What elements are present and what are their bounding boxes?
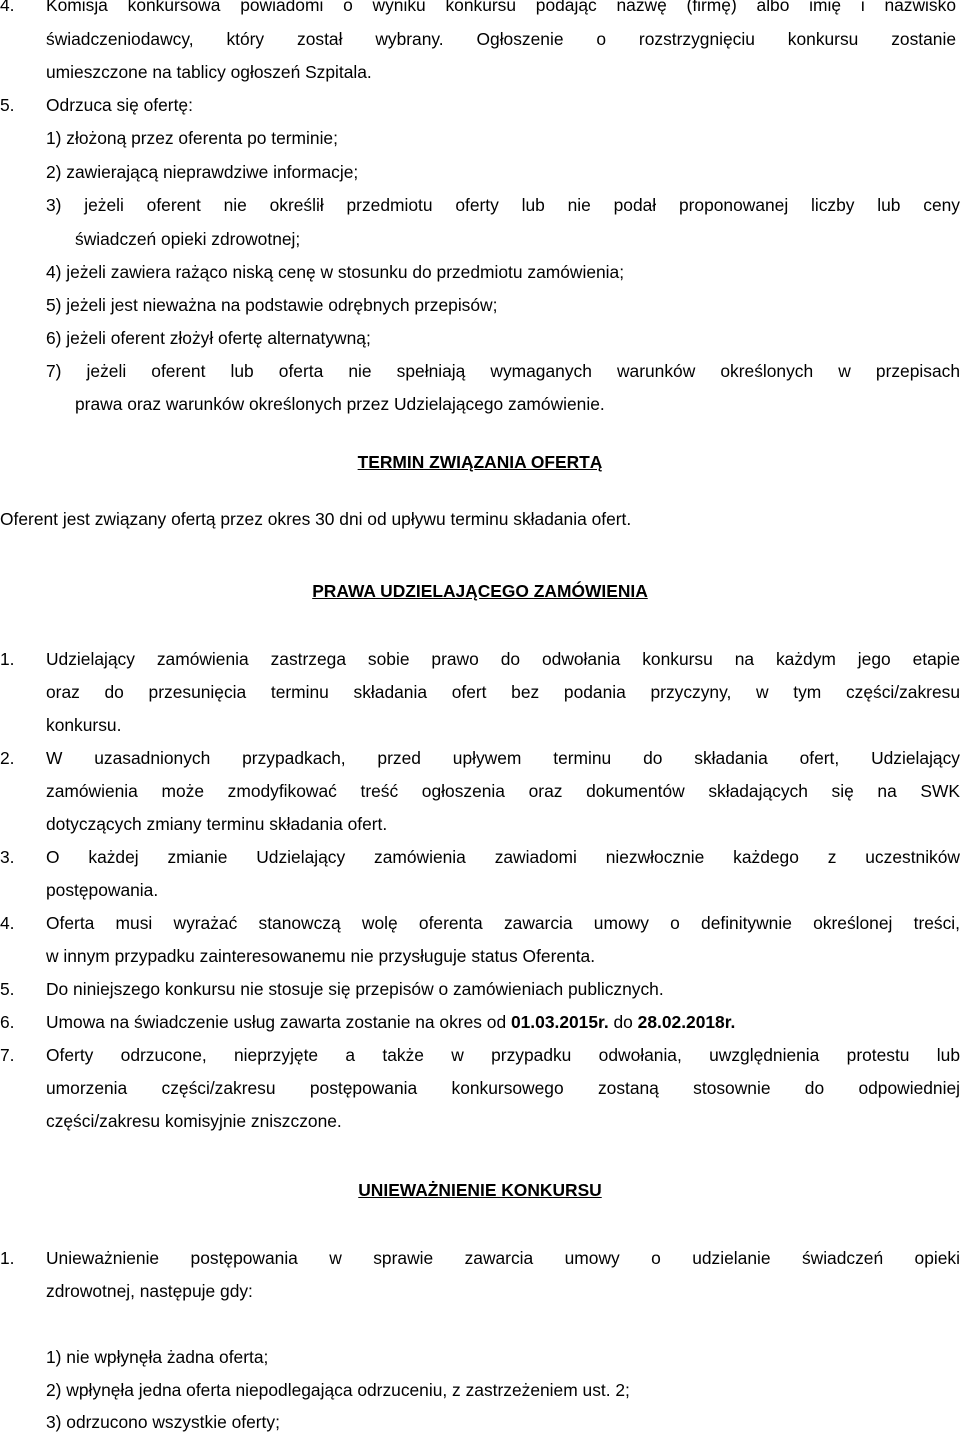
uniewaznienie-subitem-1: 1) nie wpłynęła żadna oferta; <box>46 1347 269 1367</box>
prawa-item-1-line-2: oraz do przesunięcia terminu składania ofert bez podania przyczyny, w tym części/zakresu <box>46 682 960 702</box>
prawa-item-7-line-3: części/zakresu komisyjnie zniszczone. <box>46 1111 342 1131</box>
prawa-item-5-line-1: Do niniejszego konkursu nie stosuje się przepisów o zamówieniach publicznych. <box>46 979 664 999</box>
item-5-subitem-7-line-2: prawa oraz warunków określonych przez Udzielającego zamówienie. <box>75 394 605 414</box>
item-5-subitem-4: 4) jeżeli zawiera rażąco niską cenę w stosunku do przedmiotu zamówienia; <box>46 262 625 282</box>
prawa-item-6-text-before: Umowa na świadczenie usług zawarta zostanie na okres od <box>46 1012 511 1032</box>
prawa-item-3-number: 3. <box>0 847 15 867</box>
prawa-item-6-date-from: 01.03.2015r. <box>510 1012 609 1032</box>
prawa-item-1-number: 1. <box>0 649 15 669</box>
uniewaznienie-item-1-number: 1. <box>0 1248 15 1268</box>
prawa-item-7-number: 7. <box>0 1045 15 1065</box>
prawa-item-4-number: 4. <box>0 913 15 933</box>
item-5-subitem-3-line-1: 3) jeżeli oferent nie określił przedmiotu oferty lub nie podał proponowanej liczby lub ceny <box>46 195 960 215</box>
heading-termin: TERMIN ZWIĄZANIA OFERTĄ <box>357 452 603 472</box>
item-5-intro: Odrzuca się ofertę: <box>46 95 193 115</box>
prawa-item-7-line-2: umorzenia części/zakresu postępowania konkursowego zostaną stosownie do odpowiedniej <box>46 1078 960 1098</box>
prawa-item-7-line-1: Oferty odrzucone, nieprzyjęte a także w przypadku odwołania, uwzględnienia protestu lub <box>46 1045 960 1065</box>
heading-uniewaznienie: UNIEWAŻNIENIE KONKURSU <box>358 1180 602 1200</box>
prawa-item-3-line-2: postępowania. <box>46 880 159 900</box>
prawa-item-2-line-3: dotyczących zmiany terminu składania ofert. <box>46 814 388 834</box>
item-5-subitem-7-line-1: 7) jeżeli oferent lub oferta nie spełniają wymaganych warunków określonych w przepisach <box>46 361 960 381</box>
termin-text: Oferent jest związany ofertą przez okres 30 dni od upływu terminu składania ofert. <box>0 509 632 529</box>
item-5-number: 5. <box>0 95 15 115</box>
prawa-item-4-line-2: w innym przypadku zainteresowanemu nie przysługuje status Oferenta. <box>46 946 596 966</box>
prawa-item-1-line-3: konkursu. <box>46 715 122 735</box>
prawa-item-6-number: 6. <box>0 1012 15 1032</box>
item-5-subitem-6: 6) jeżeli oferent złożył ofertę alternatywną; <box>46 328 371 348</box>
item-4-line-2: świadczeniodawcy, który został wybrany. Ogłoszenie o rozstrzygnięciu konkursu zostanie <box>46 29 956 49</box>
prawa-item-4-line-1: Oferta musi wyrażać stanowczą wolę oferenta zawarcia umowy o definitywnie określonej treści, <box>46 913 960 933</box>
prawa-item-1-line-1: Udzielający zamówienia zastrzega sobie prawo do odwołania konkursu na każdym jego etapie <box>46 649 960 669</box>
uniewaznienie-subitem-3: 3) odrzucono wszystkie oferty; <box>46 1412 280 1432</box>
item-5-subitem-5: 5) jeżeli jest nieważna na podstawie odrębnych przepisów; <box>46 295 498 315</box>
prawa-item-6-text-mid: do <box>608 1012 638 1032</box>
prawa-item-3-line-1: O każdej zmianie Udzielający zamówienia zawiadomi niezwłocznie każdego z uczestników <box>46 847 960 867</box>
prawa-item-5-number: 5. <box>0 979 15 999</box>
uniewaznienie-subitem-2: 2) wpłynęła jedna oferta niepodlegająca odrzuceniu, z zastrzeżeniem ust. 2; <box>46 1380 630 1400</box>
heading-prawa: PRAWA UDZIELAJĄCEGO ZAMÓWIENIA <box>312 581 648 601</box>
item-5-subitem-3-line-2: świadczeń opieki zdrowotnej; <box>75 229 301 249</box>
prawa-item-2-line-2: zamówienia może zmodyfikować treść ogłoszenia oraz dokumentów składających się na SWK <box>46 781 960 801</box>
prawa-item-6-date-to: 28.02.2018r. <box>637 1012 736 1032</box>
prawa-item-2-number: 2. <box>0 748 15 768</box>
uniewaznienie-item-1-line-1: Unieważnienie postępowania w sprawie zawarcia umowy o udzielanie świadczeń opieki <box>46 1248 960 1268</box>
uniewaznienie-item-1-line-2: zdrowotnej, następuje gdy: <box>46 1281 253 1301</box>
item-5-subitem-1: 1) złożoną przez oferenta po terminie; <box>46 128 338 148</box>
prawa-item-6-line <box>46 1010 735 1034</box>
item-4-number: 4. <box>0 0 15 15</box>
item-4-line-3: umieszczone na tablicy ogłoszeń Szpitala. <box>46 62 372 82</box>
item-5-subitem-2: 2) zawierającą nieprawdziwe informacje; <box>46 162 359 182</box>
item-4-line-1: Komisja konkursowa powiadomi o wyniku konkursu podając nazwę (firmę) albo imię i nazwisko <box>46 0 956 15</box>
prawa-item-2-line-1: W uzasadnionych przypadkach, przed upływem terminu do składania ofert, Udzielający <box>46 748 960 768</box>
